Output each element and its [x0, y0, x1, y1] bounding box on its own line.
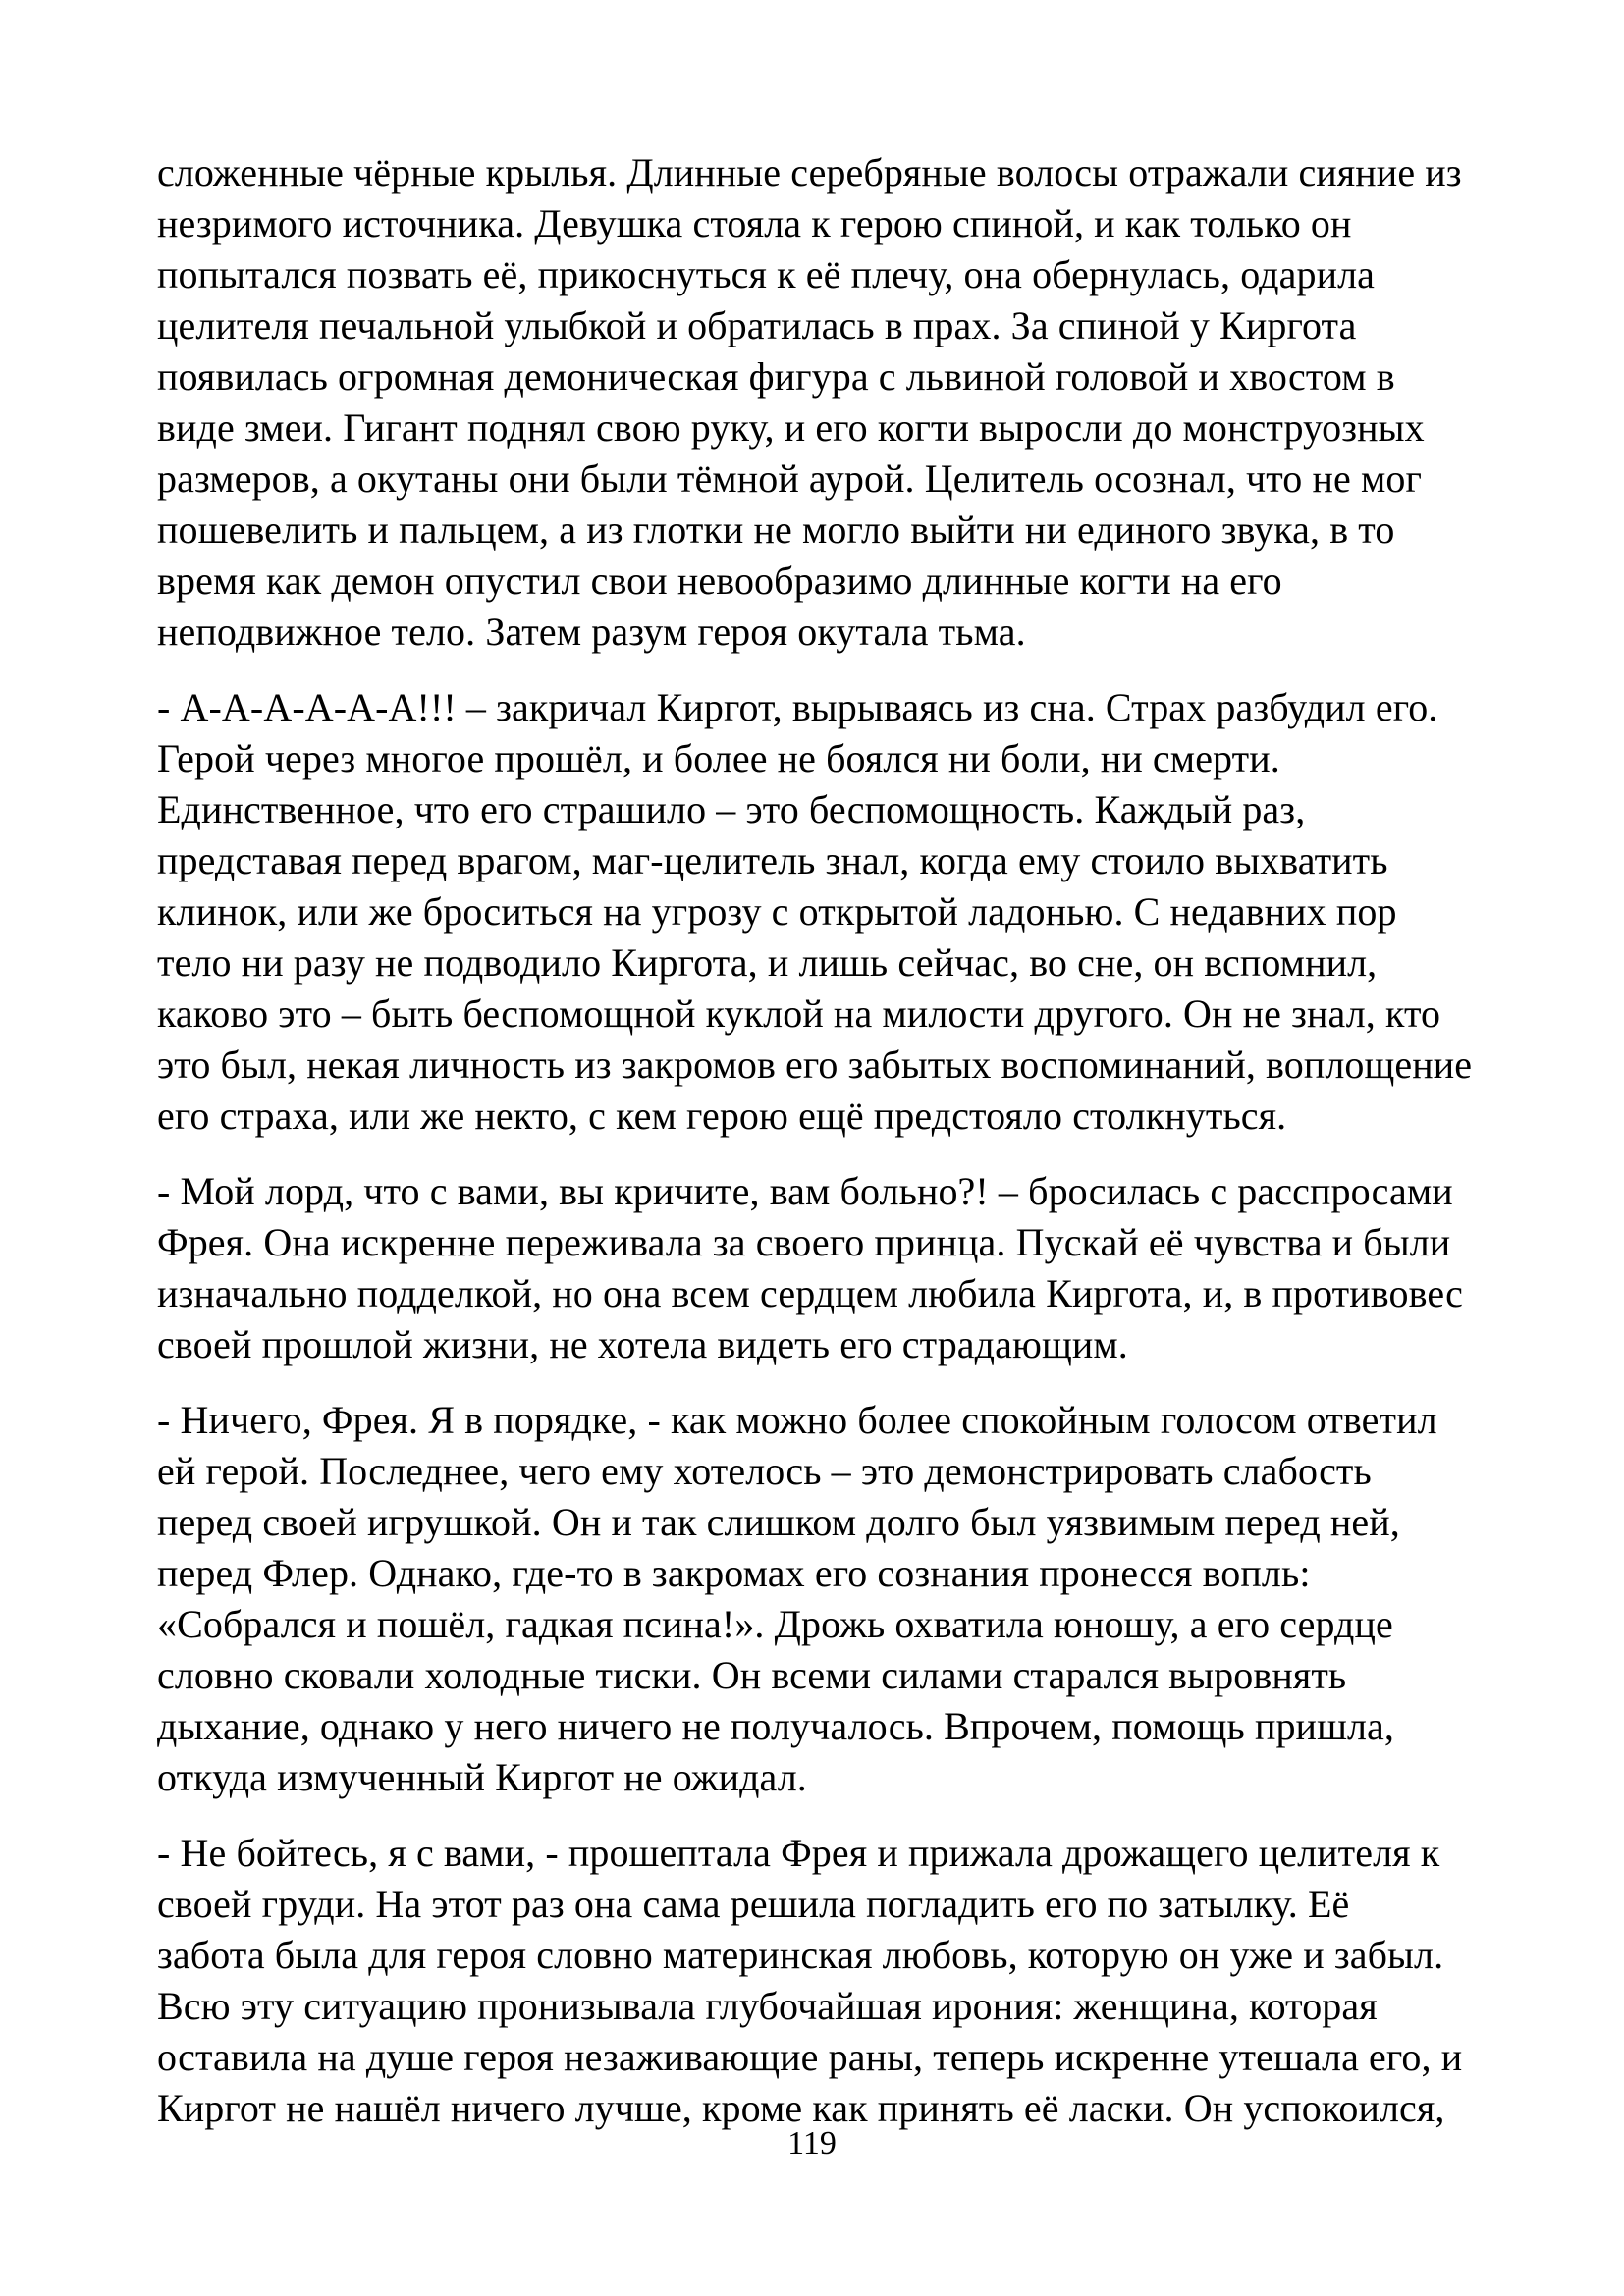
- text-line: забота была для героя словно материнская любовь, которую он уже и забыл.: [157, 1933, 1444, 1977]
- text-line: незримого источника. Девушка стояла к герою спиной, и как только он: [157, 201, 1352, 245]
- text-line: попытался позвать её, прикоснуться к её плечу, она обернулась, одарила: [157, 252, 1375, 296]
- text-line: это был, некая личность из закромов его забытых воспоминаний, воплощение: [157, 1042, 1473, 1087]
- page-number: 119: [787, 2125, 837, 2162]
- paragraph-5: [157, 1828, 1504, 2134]
- paragraph-1: [157, 147, 1504, 658]
- text-line: Герой через многое прошёл, и более не боялся ни боли, ни смерти.: [157, 736, 1280, 780]
- text-line: клинок, или же броситься на угрозу с открытой ладонью. С недавних пор: [157, 889, 1397, 934]
- text-line: - А-А-А-А-А-А!!! – закричал Киргот, вырываясь из сна. Страх разбудил его.: [157, 685, 1438, 729]
- text-line: «Собрался и пошёл, гадкая псина!». Дрожь охватила юношу, а его сердце: [157, 1602, 1393, 1646]
- text-line: виде змеи. Гигант поднял свою руку, и его когти выросли до монструозных: [157, 405, 1425, 450]
- paragraph-4: [157, 1395, 1504, 1803]
- text-line: перед своей игрушкой. Он и так слишком долго был уязвимым перед ней,: [157, 1500, 1400, 1544]
- text-line: тело ни разу не подводило Киргота, и лишь сейчас, во сне, он вспомнил,: [157, 940, 1378, 985]
- text-line: Всю эту ситуацию пронизывала глубочайшая ирония: женщина, которая: [157, 1984, 1378, 2028]
- text-line: его страха, или же некто, с кем герою ещё предстояло столкнуться.: [157, 1094, 1287, 1138]
- text-line: изначально подделкой, но она всем сердцем любила Киргота, и, в противовес: [157, 1271, 1464, 1315]
- text-line: неподвижное тело. Затем разум героя окутала тьма.: [157, 610, 1026, 654]
- text-line: - Ничего, Фрея. Я в порядке, - как можно более спокойным голосом ответил: [157, 1398, 1437, 1442]
- text-line: дыхание, однако у него ничего не получалось. Впрочем, помощь пришла,: [157, 1704, 1394, 1748]
- text-line: своей груди. На этот раз она сама решила погладить его по затылку. Её: [157, 1882, 1350, 1926]
- text-line: размеров, а окутаны они были тёмной аурой. Целитель осознал, что не мог: [157, 456, 1422, 501]
- text-line: Киргот не нашёл ничего лучше, кроме как принять её ласки. Он успокоился,: [157, 2086, 1445, 2130]
- text-line: каково это – быть беспомощной куклой на милости другого. Он не знал, кто: [157, 991, 1441, 1036]
- text-line: - Мой лорд, что с вами, вы кричите, вам больно?! – бросилась с расспросами: [157, 1169, 1453, 1213]
- text-line: словно сковали холодные тиски. Он всеми силами старался выровнять: [157, 1653, 1347, 1697]
- text-line: оставила на душе героя незаживающие раны, теперь искренне утешала его, и: [157, 2035, 1463, 2079]
- text-line: представая перед врагом, маг-целитель знал, когда ему стоило выхватить: [157, 838, 1388, 882]
- page-text: [157, 147, 1504, 2159]
- text-line: время как демон опустил свои невообразимо длинные когти на его: [157, 559, 1282, 603]
- text-line: Фрея. Она искренне переживала за своего принца. Пускай её чувства и были: [157, 1220, 1451, 1264]
- paragraph-3: [157, 1166, 1504, 1370]
- text-line: появилась огромная демоническая фигура с львиной головой и хвостом в: [157, 354, 1395, 399]
- text-line: перед Флер. Однако, где-то в закромах его сознания пронесся вопль:: [157, 1551, 1311, 1595]
- text-line: пошевелить и пальцем, а из глотки не могло выйти ни единого звука, в то: [157, 507, 1395, 552]
- text-line: целителя печальной улыбкой и обратилась в прах. За спиной у Киргота: [157, 303, 1357, 347]
- text-line: своей прошлой жизни, не хотела видеть его страдающим.: [157, 1322, 1128, 1366]
- paragraph-2: [157, 682, 1504, 1142]
- text-line: сложенные чёрные крылья. Длинные серебряные волосы отражали сияние из: [157, 150, 1462, 194]
- text-line: Единственное, что его страшило – это беспомощность. Каждый раз,: [157, 787, 1306, 831]
- text-line: - Не бойтесь, я с вами, - прошептала Фрея и прижала дрожащего целителя к: [157, 1831, 1440, 1875]
- text-line: ей герой. Последнее, чего ему хотелось – это демонстрировать слабость: [157, 1449, 1372, 1493]
- text-line: откуда измученный Киргот не ожидал.: [157, 1755, 807, 1799]
